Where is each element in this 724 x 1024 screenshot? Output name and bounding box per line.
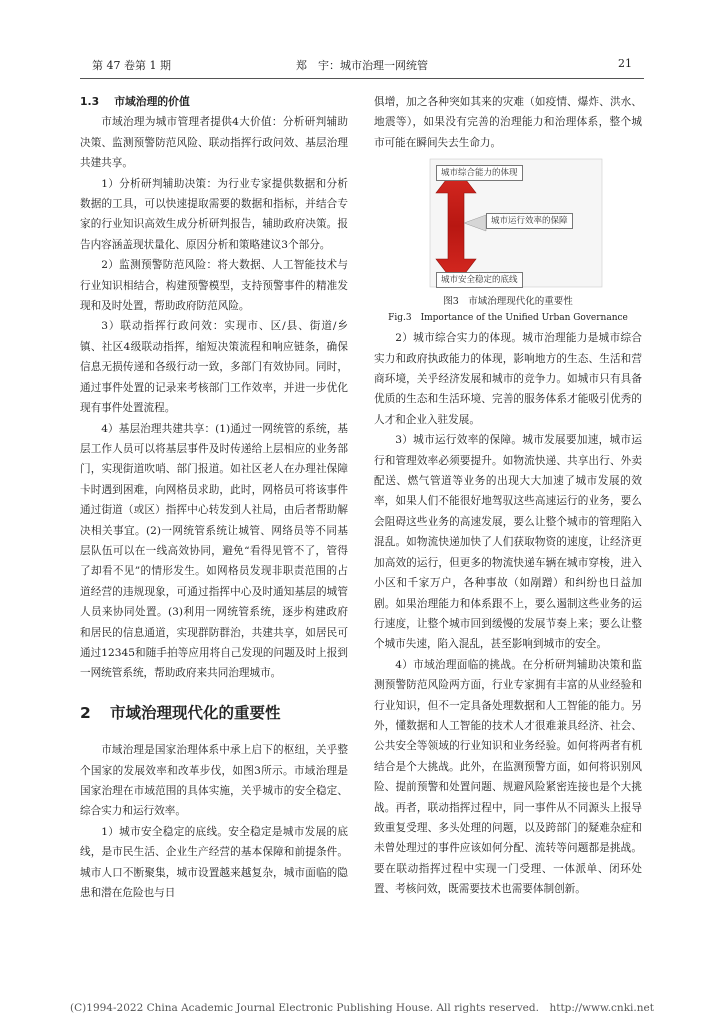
- section-number: 2: [80, 703, 91, 722]
- paragraph-continued: 俱增，加之各种突如其来的灾难（如疫情、爆炸、洪水、地震等），如果没有完善的治理能力和治理体系，整个城市可能在瞬间失去生命力。: [374, 96, 642, 149]
- left-column: [80, 92, 348, 903]
- subsection-heading: [80, 92, 348, 112]
- paragraph-section-intro: 市域治理是国家治理体系中承上启下的枢纽，关乎整个国家的发展效率和改革步伐，如图3所示。市域治理是国家治理在市域范围的具体实施，关乎城市的安全稳定、综合实力和运行效率。: [80, 744, 348, 818]
- subsection-title: 市域治理的价值: [114, 95, 190, 108]
- copyright-footer: (C)1994-2022 China Academic Journal Electronic Publishing House. All rights reserved. http://www.cnki.net: [70, 1002, 654, 1014]
- paragraph-efficiency: 3）城市运行效率的保障。城市发展要加速，城市运行和管理效率必须要提升。如物流快递、共享出行、外卖配送、燃气管道等业务的出现大大加速了城市发展的效率，如果人们不能很好地驾驭这些高速运行的业务，要么会阻碍这些业务的高速发展，要么让整个城市的管理陷入混乱。如物流快递加快了人们获取物资的速度，让经济更加高效的运行，但更多的物流快递车辆在城市穿梭，进入小区和千家万户，各种事故（如剐蹭）和纠纷也日益加剧。如果治理能力和体系跟不上，要么遏制这些业务的运行速度，让整个城市回到缓慢的发展节奏上来；要么让整个城市失速，陷入混乱，甚至影响到城市的安全。: [374, 434, 642, 651]
- page-number: 21: [618, 57, 632, 70]
- figure-label-middle: 城市运行效率的保障: [486, 213, 573, 229]
- paragraph-challenges: 4）市域治理面临的挑战。在分析研判辅助决策和监测预警防范风险两方面，行业专家拥有丰富的从业经验和行业知识，但不一定具备处理数据和人工智能的能力。另外，懂数据和人工智能的技术人才很难兼具经济、社会、公共安全等领域的行业知识和业务经验。如何将两者有机结合是个大挑战。此外，在监测预警方面，如何将识别风险、提前预警和处置问题、规避风险紧密连接也是个大挑战。再者，联动指挥过程中，同一事件从不同源头上报导致重复受理、多头处理的问题，以及跨部门的疑难杂症和未曾处理过的事件应该如何分配、流转等问题都是挑战。要在联动指挥过程中实现一门受理、一体派单、闭环处置、考核问效，既需要技术也需要体制创新。: [374, 658, 642, 896]
- journal-volume-issue: 第 47 卷第 1 期: [92, 59, 171, 72]
- figure-caption-en: Fig.3 Importance of the Unified Urban Governance: [388, 313, 628, 324]
- section-title: 市域治理现代化的重要性: [110, 703, 281, 722]
- figure-caption-cn: 图3 市域治理现代化的重要性: [443, 296, 573, 308]
- paragraph-value-4: 4）基层治理共建共享：(1)通过一网统管的系统，基层工作人员可以将基层事件及时传递给上层相应的业务部门，实现街道吹哨、部门报道。如社区老人在办理社保障卡时遇到困难，向网格员求助，此时，网格员可将该事件通过街道（或区）指挥中心转发到人社局，由后者帮助解决相关事宜。(2)一网统管系统让城管、网络员等不同基层队伍可以在一线高效协同，避免“看得见管不了，管得了却看不见”的情形发生。如网格员发现非职责范围的占道经营的违规现象，可通过指挥中心及时通知基层的城管人员来协同处置。(3)利用一网统管系统，逐步构建政府和居民的信息通道，实现群防群治，共建共享，如居民可通过12345和随手拍等应用将自己发现的问题及时上报到一网统管系统，帮助政府来共同治理城市。: [80, 422, 348, 680]
- paragraph-safety: 1）城市安全稳定的底线。安全稳定是城市发展的底线，是市民生活、企业生产经营的基本保障和前提条件。城市人口不断聚集，城市设置越来越复杂，城市面临的隐患和潜在危险也与日: [80, 825, 348, 900]
- figure-label-bottom: 城市安全稳定的底线: [436, 272, 523, 288]
- paragraph-value-1: 1）分析研判辅助决策：为行业专家提供数据和分析数据的工具，可以快速提取需要的数据和指标，并结合专家的行业知识高效生成分析研判报告，辅助政府决策。报告内容涵盖现状量化、原因分析和策略建议3个部分。: [80, 177, 348, 251]
- right-column: [374, 92, 642, 900]
- paragraph-value-2: 2）监测预警防范风险：将大数据、人工智能技术与行业知识相结合，构建预警模型，支持预警事件的精准发现和及时处置，帮助政府防范风险。: [80, 259, 348, 313]
- running-title: 郑 宇：城市治理一网统管: [296, 59, 428, 72]
- section-heading: [80, 703, 348, 723]
- paragraph-strength: 2）城市综合实力的体现。城市治理能力是城市综合实力和政府执政能力的体现，影响地方的生态、生活和营商环境，关乎经济发展和城市的竞争力。如城市只有具备优质的生态和生活环境、完善的服务体系才能吸引优秀的人才和企业入驻发展。: [374, 332, 642, 426]
- paragraph-intro: 市域治理为城市管理者提供4大价值：分析研判辅助决策、监测预警防范风险、联动指挥行政问效、基层治理共建共享。: [80, 116, 348, 170]
- subsection-number: 1.3: [80, 95, 100, 108]
- paragraph-value-3: 3）联动指挥行政问效：实现市、区/县、街道/乡镇、社区4级联动指挥，缩短决策流程和响应链条，确保信息无损传递和各级行动一致，多部门有效协同。同时，通过事件处置的记录来考核部门工作效率，并进一步优化现有事件处置流程。: [80, 320, 348, 415]
- header-rule: [80, 78, 644, 79]
- figure-3: [374, 153, 642, 328]
- figure-label-top: 城市综合能力的体现: [436, 165, 523, 181]
